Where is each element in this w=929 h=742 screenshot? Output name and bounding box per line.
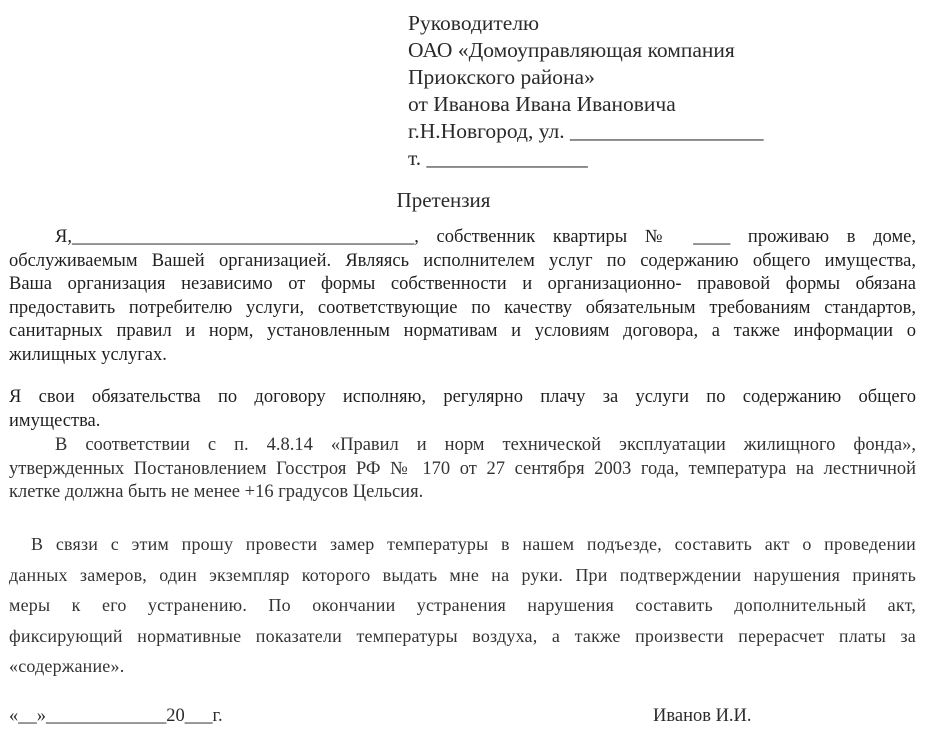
paragraph-2 [9,386,916,433]
paragraph-line: данных замеров, один экземпляр которого выдать мне на руки. При подтверждении нарушения принять [9,564,916,585]
addressee-block [408,10,764,172]
date-field: «__»_____________20___г. [9,706,223,726]
paragraph-line: санитарных правил и норм, установленным нормативам и условиям договора, а также информации о [9,321,916,342]
paragraph-4 [9,529,916,682]
paragraph-line: В соответствии с п. 4.8.14 «Правил и норм технической эксплуатации жилищного фонда», [55,435,916,455]
paragraph-line: меры к его устранению. По окончании устранения нарушения составить дополнительный акт, [9,595,916,615]
sender-line: от Иванова Ивана Ивановича [408,92,676,116]
paragraph-1 [9,226,916,368]
addressee-line: Руководителю [408,11,540,35]
addressee-line: Приокского района» [408,65,595,89]
paragraph-line: жилищных услугах. [9,344,167,365]
address-line: г.Н.Новгород, ул. __________________ [408,119,764,143]
document-title: Претензия [396,188,491,212]
paragraph-line: В связи с этим прошу провести замер температуры в нашем подъезде, составить акт о проведении [31,534,916,554]
paragraph-line: «содержание». [9,656,125,676]
paragraph-line: фиксирующий нормативные показатели температуры воздуха, а также произвести перерасчет платы за [9,625,916,646]
phone-line: т. _______________ [408,146,588,170]
paragraph-line: Я,_____________________________________, собственник квартиры № ____ проживаю в доме, [55,227,916,247]
paragraph-line: Ваша организация независимо от формы собственности и организационно- правовой формы обязана [9,274,916,295]
signature-name: Иванов И.И. [653,706,752,726]
paragraph-line: предоставить потребителю услуги, соответствующие по качеству обязательным требованиям стандартов, [9,297,916,318]
paragraph-line: обслуживаемым Вашей организацией. Являясь исполнителем услуг по содержанию общего имущества, [9,250,916,271]
addressee-line: ОАО «Домоуправляющая компания [408,38,735,62]
paragraph-3 [9,434,916,505]
paragraph-line: имущества. [9,410,101,431]
paragraph-line: утвержденных Постановлением Госстроя РФ № 170 от 27 сентября 2003 года, температура на лестничной [9,458,916,479]
paragraph-line: Я свои обязательства по договору исполняю, регулярно плачу за услуги по содержанию общего [9,387,916,407]
paragraph-line: клетке должна быть не менее +16 градусов Цельсия. [9,482,424,503]
